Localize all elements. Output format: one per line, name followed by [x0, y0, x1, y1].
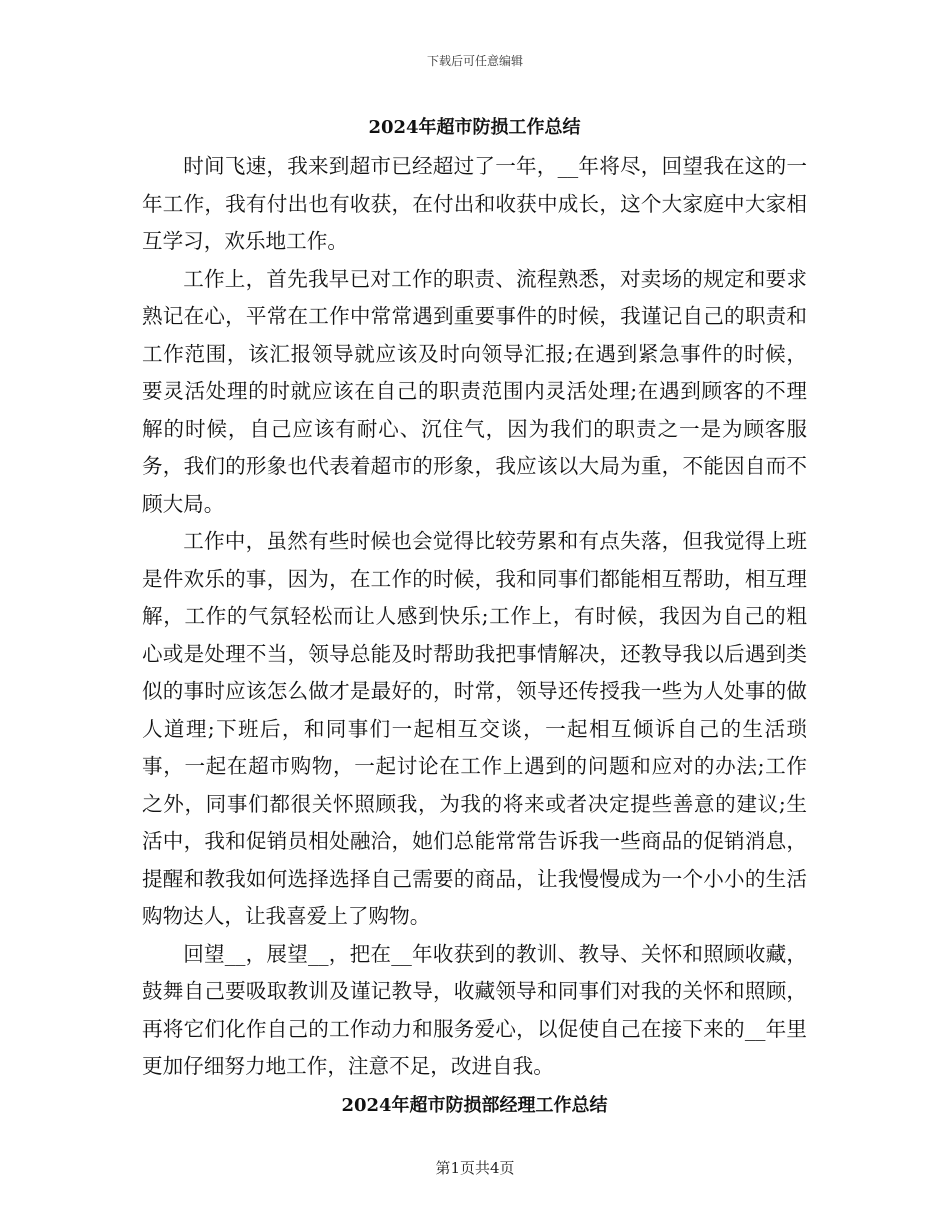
paragraph-3: 工作中，虽然有些时候也会觉得比较劳累和有点失落，但我觉得上班是件欢乐的事，因为，在工作的时候，我和同事们都能相互帮助，相互理解，工作的气氛轻松而让人感到快乐;工作上，有时候，我因为自己的粗心或是处理不当，领导总能及时帮助我把事情解决，还教导我以后遇到类似的事时应该怎么做才是最好的，时常，领导还传授我一些为人处事的做人道理;下班后，和同事们一起相互交谈，一起相互倾诉自己的生活琐事，一起在超市购物，一起讨论在工作上遇到的问题和应对的办法;工作之外，同事们都很关怀照顾我，为我的将来或者决定提些善意的建议;生活中，我和促销员相处融洽，她们总能常常告诉我一些商品的促销消息，提醒和教我如何选择选择自己需要的商品，让我慢慢成为一个小小的生活购物达人，让我喜爱上了购物。: [142, 529, 807, 928]
paragraph-4: 回望__，展望__，把在__年收获到的教训、教导、关怀和照顾收藏，鼓舞自己要吸取教训及谨记教导，收藏领导和同事们对我的关怀和照顾，再将它们化作自己的工作动力和服务爱心，以促使自己在接下来的__年里更加仔细努力地工作，注意不足，改进自我。: [142, 941, 807, 1078]
page-footer: 第1页共4页: [435, 1159, 515, 1177]
document-body: [142, 108, 807, 1126]
paragraph-2: 工作上，首先我早已对工作的职责、流程熟悉，对卖场的规定和要求熟记在心，平常在工作中常常遇到重要事件的时候，我谨记自己的职责和工作范围，该汇报领导就应该及时向领导汇报;在遇到紧急事件的时候，要灵活处理的时就应该在自己的职责范围内灵活处理;在遇到顾客的不理解的时候，自己应该有耐心、沉住气，因为我们的职责之一是为顾客服务，我们的形象也代表着超市的形象，我应该以大局为重，不能因自而不顾大局。: [142, 266, 807, 516]
section-title: 2024年超市防损部经理工作总结: [341, 1094, 608, 1116]
header-note: 下载后可任意编辑: [426, 54, 523, 68]
paragraph-1: 时间飞速，我来到超市已经超过了一年，__年将尽，回望我在这的一年工作，我有付出也有收获，在付出和收获中成长，这个大家庭中大家相互学习，欢乐地工作。: [142, 154, 807, 253]
document-title: 2024年超市防损工作总结: [368, 117, 581, 138]
